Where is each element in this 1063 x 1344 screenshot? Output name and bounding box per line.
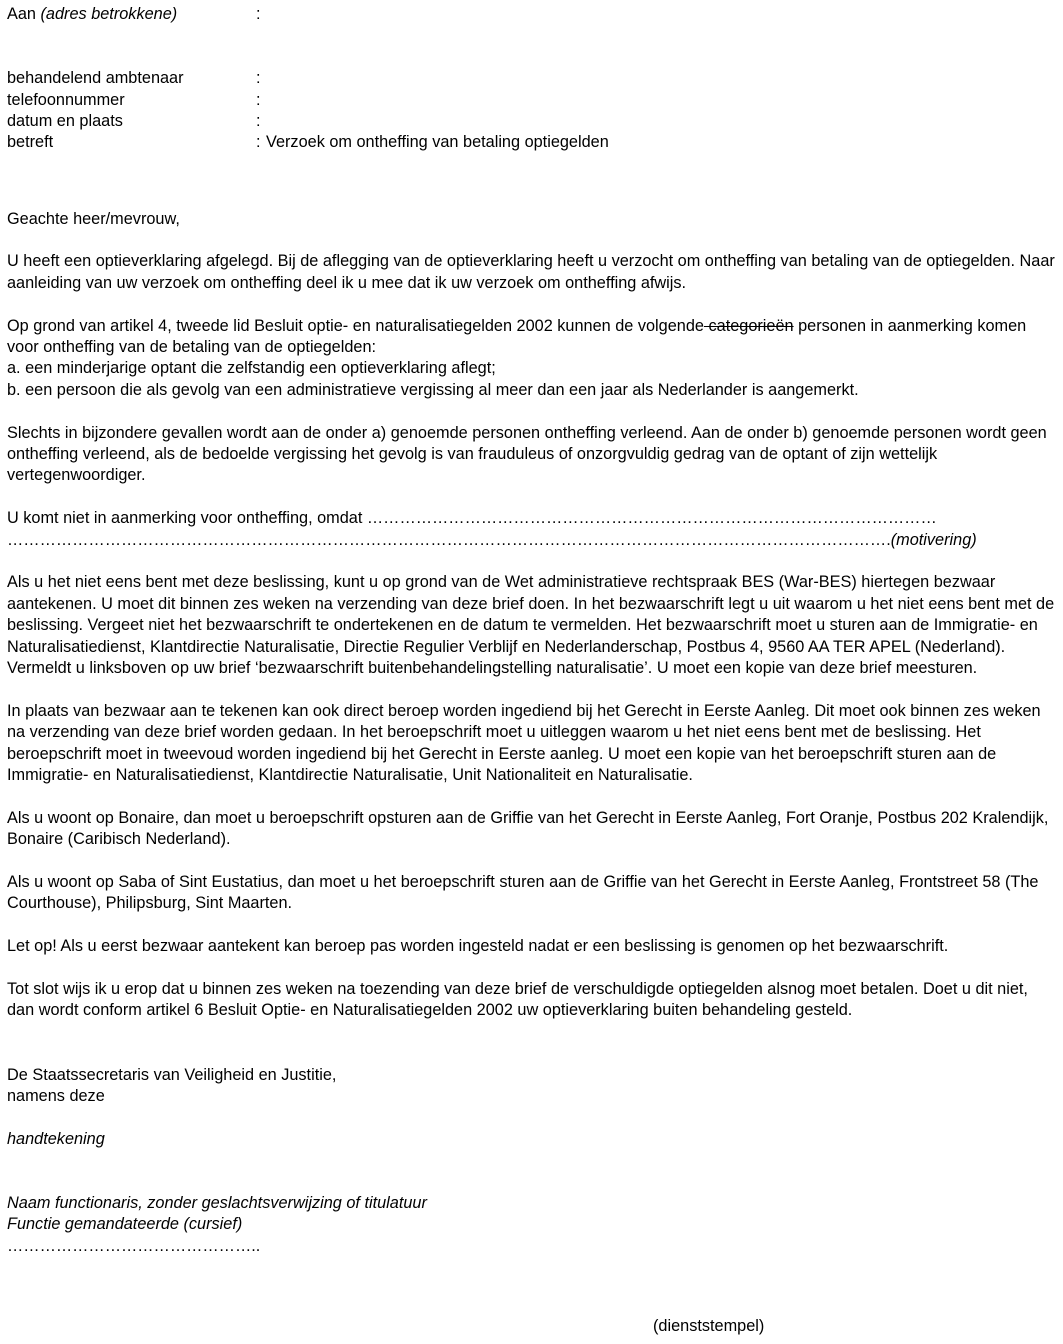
list-item-b: b. een persoon die als gevolg van een administratieve vergissing al meer dan een jaar als Nederlander is aangemerkt. <box>7 380 859 399</box>
to-colon: : <box>256 5 261 23</box>
list-item-a: a. een minderjarige optant die zelfstandig een optieverklaring aflegt; <box>7 359 496 378</box>
closing-line-2: namens deze <box>7 1087 105 1105</box>
closing-line-1: De Staatssecretaris van Veiligheid en Justitie, <box>7 1065 337 1084</box>
motivering-hint: (motivering) <box>890 530 977 549</box>
paragraph-6: In plaats van bezwaar aan te tekenen kan ook direct beroep worden ingediend bij het Gerecht in Eerste Aanleg. Dit moet ook binnen zes weken na verzending van deze brief worden gedaan. In het beroepschrift moet u uitleggen waarom u het niet eens bent met de beslissing. Het beroepschrift moet in tweevoud worden ingediend bij het Gerecht in Eerste aanleg. U moet een kopie van het beroepschrift sturen aan de Immigratie- en Naturalisatiedienst, Klantdirectie Naturalisatie, Unit Nationaliteit en Naturalisatie. <box>7 701 1041 784</box>
field-label: telefoonnummer <box>7 90 125 109</box>
signature-hint: handtekening <box>7 1129 105 1148</box>
salutation: Geachte heer/mevrouw, <box>7 209 180 228</box>
field-label: betreft <box>7 133 54 152</box>
paragraph-3: Slechts in bijzondere gevallen wordt aan de onder a) genoemde personen ontheffing verleend. Aan de onder b) genoemde personen wordt geen ontheffing verleend, als de bedoelde vergissing het gevolg is van frauduleus of onzorgvuldig gedrag van de optant of zijn wettelijk vertegenwoordiger. <box>7 423 1047 485</box>
reason-dots: ………………………………………………………………………………………………………………………………………………. <box>7 530 891 549</box>
field-row-subject <box>7 132 1057 153</box>
signature-dots: ……………………………………….. <box>7 1236 261 1255</box>
field-row-handler <box>7 68 1057 89</box>
field-label: datum en plaats <box>7 111 123 130</box>
reason-line-1 <box>7 508 1057 529</box>
paragraph-5: Als u het niet eens bent met deze beslissing, kunt u op grond van de Wet administratieve rechtspraak BES (War-BES) hiertegen bezwaar aantekenen. U moet dit binnen zes weken na verzending van deze brief doen. In het bezwaarschrift legt u uit waarom u het niet eens bent met de beslissing. Vergeet niet het bezwaarschrift te ondertekenen en de datum te vermelden. Het bezwaarschrift moet u sturen aan de Immigratie- en Naturalisatiedienst, Klantdirectie Naturalisatie, Directie Regulier Verblijf en Nederlanderschap, Postbus 4, 9560 AA TER APEL (Nederland). Vermeldt u linksboven op uw brief ‘bezwaarschrift buitenbehandelingstelling naturalisatie’. U moet een kopie van deze brief meesturen. <box>7 573 1055 677</box>
field-label: behandelend ambtenaar <box>7 69 184 88</box>
struck-text: categorieën <box>703 316 794 335</box>
field-row-phone <box>7 90 1057 111</box>
to-label: Aan (adres betrokkene) <box>7 5 178 23</box>
signature-block <box>7 1065 1057 1258</box>
field-row-date <box>7 111 1057 132</box>
reason-line-2 <box>7 530 1057 551</box>
service-stamp-placeholder: (dienststempel) <box>653 1317 765 1335</box>
function-hint: Functie gemandateerde (cursief) <box>7 1215 243 1234</box>
letter-body <box>7 4 1057 1257</box>
name-hint: Naam functionaris, zonder geslachtsverwijzing of titulatuur <box>7 1194 427 1212</box>
field-value: Verzoek om ontheffing van betaling optiegelden <box>266 133 609 152</box>
paragraph-1: U heeft een optieverklaring afgelegd. Bij de aflegging van de optieverklaring heeft u verzocht om ontheffing van betaling van de optiegelden. Naar aanleiding van uw verzoek om ontheffing deel ik u mee dat ik uw verzoek om ontheffing afwijs. <box>7 252 1055 292</box>
reason-text: U komt niet in aanmerking voor ontheffing, omdat …………………………………………………………………………………………… <box>7 509 937 528</box>
paragraph-8: Als u woont op Saba of Sint Eustatius, dan moet u het beroepschrift sturen aan de Griffie van het Gerecht in Eerste Aanleg, Frontstreet 58 (The Courthouse), Philipsburg, Sint Maarten. <box>7 872 1039 913</box>
to-row <box>7 4 1057 25</box>
field-colon: : <box>256 111 261 130</box>
paragraph-9: Let op! Als u eerst bezwaar aantekent kan beroep pas worden ingesteld nadat er een beslissing is genomen op het bezwaarschrift. <box>7 937 949 956</box>
field-colon: : <box>256 90 261 109</box>
paragraph-7: Als u woont op Bonaire, dan moet u beroepschrift opsturen aan de Griffie van het Gerecht in Eerste Aanleg, Fort Oranje, Postbus 202 Kralendijk, Bonaire (Caribisch Nederland). <box>7 808 1049 849</box>
paragraph-2: Op grond van artikel 4, tweede lid Besluit optie- en naturalisatiegelden 2002 kunnen de volgende categorieën personen in aanmerking komen voor ontheffing van de betaling van de optiegelden: <box>7 316 1027 356</box>
field-colon: : <box>256 133 261 152</box>
paragraph-10: Tot slot wijs ik u erop dat u binnen zes weken na toezending van deze brief de verschuldigde optiegelden alsnog moet betalen. Doet u dit niet, dan wordt conform artikel 6 Besluit Optie- en Naturalisatiegelden 2002 uw optieverklaring buiten behandeling gesteld. <box>7 979 1028 1020</box>
field-colon: : <box>256 69 261 88</box>
to-hint: (adres betrokkene) <box>40 5 178 23</box>
